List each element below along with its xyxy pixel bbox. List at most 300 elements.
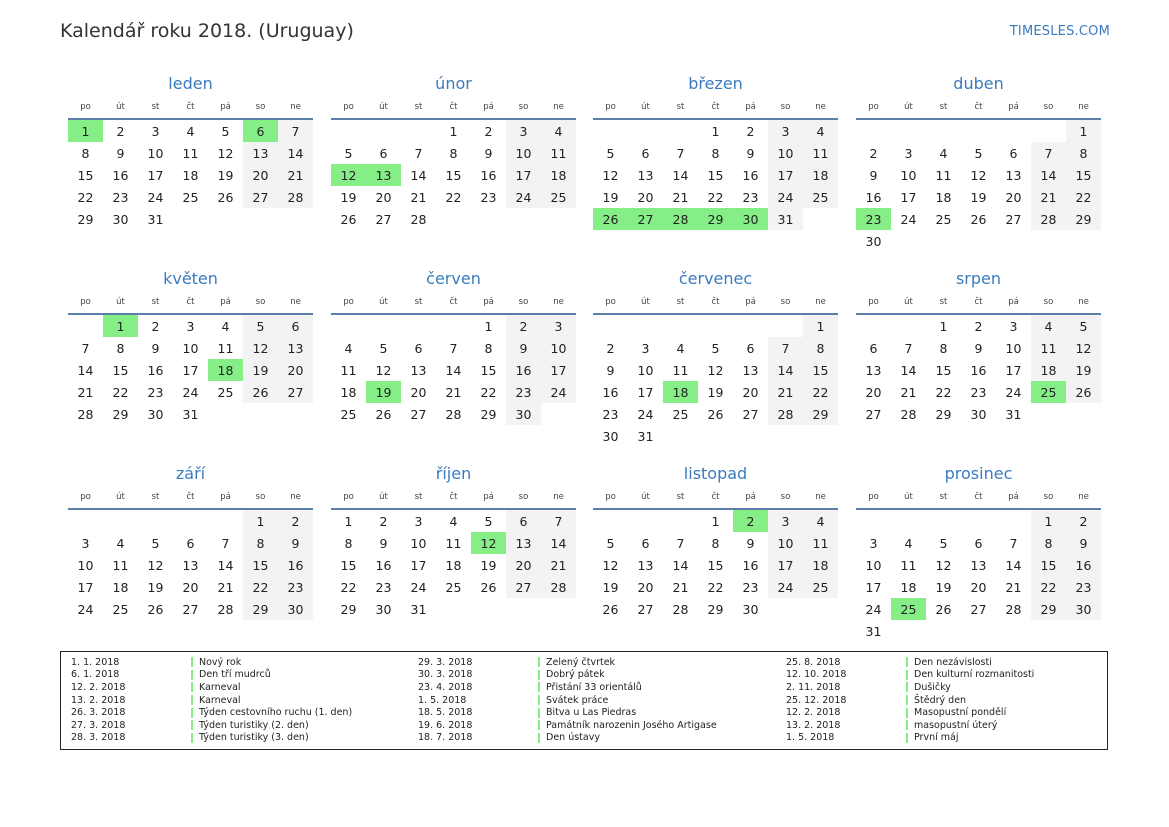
day-cell: 19 — [217, 167, 234, 183]
day-cell: 23 — [375, 579, 392, 595]
day-cell: 10 — [900, 167, 917, 183]
day-cell: 25 — [672, 406, 689, 422]
weekday-label: so — [1043, 102, 1054, 112]
day-cell: 30 — [112, 211, 129, 227]
day-cell: 4 — [116, 535, 125, 551]
day-cell: 21 — [768, 381, 803, 403]
day-cell: 22 — [707, 579, 724, 595]
legend-holiday-name: Štědrý den — [914, 694, 967, 706]
day-cell: 24 — [182, 384, 199, 400]
weekday-label: st — [676, 297, 685, 307]
day-cell: 6 — [379, 145, 388, 161]
day-cell: 11 — [112, 557, 129, 573]
month-block — [68, 268, 313, 425]
day-cell: 20 — [278, 359, 313, 381]
day-grid — [856, 315, 1101, 425]
day-cell: 10 — [147, 145, 164, 161]
day-cell: 30 — [1066, 598, 1101, 620]
legend-row — [71, 694, 352, 707]
day-cell: 24 — [865, 601, 882, 617]
day-cell: 12 — [217, 145, 234, 161]
month-block — [68, 73, 313, 230]
day-cell: 21 — [900, 384, 917, 400]
day-cell: 5 — [974, 145, 983, 161]
legend-row — [71, 681, 352, 694]
day-grid — [856, 510, 1101, 642]
weekday-label: čt — [974, 297, 983, 307]
weekday-label: ne — [815, 102, 826, 112]
day-cell: 19 — [935, 579, 952, 595]
day-cell: 12 — [602, 167, 619, 183]
day-cell: 29 — [1031, 598, 1066, 620]
day-cell: 15 — [1066, 164, 1101, 186]
weekday-label: ne — [553, 297, 564, 307]
legend-marker — [538, 682, 540, 692]
brand-link[interactable]: TIMESLES.COM — [1009, 24, 1110, 39]
weekday-label: čt — [711, 297, 720, 307]
day-cell: 7 — [768, 337, 803, 359]
weekday-label: út — [116, 297, 125, 307]
day-cell: 16 — [602, 384, 619, 400]
day-cell: 18 — [182, 167, 199, 183]
day-cell: 7 — [449, 340, 458, 356]
day-cell: 29 — [803, 403, 838, 425]
day-cell: 24 — [768, 186, 803, 208]
day-cell: 8 — [939, 340, 948, 356]
day-cell: 13 — [410, 362, 427, 378]
day-cell: 2 — [116, 123, 125, 139]
month-block — [331, 463, 576, 620]
legend-date: 6. 1. 2018 — [71, 669, 120, 681]
weekday-label: út — [379, 297, 388, 307]
weekday-label: po — [868, 102, 879, 112]
day-cell: 4 — [1031, 315, 1066, 337]
day-cell: 18 — [445, 557, 462, 573]
day-cell: 20 — [970, 579, 987, 595]
month-block — [856, 73, 1101, 252]
day-cell: 26 — [970, 211, 987, 227]
day-cell: 18 — [112, 579, 129, 595]
day-cell: 17 — [768, 164, 803, 186]
day-cell: 5 — [606, 145, 615, 161]
day-cell: 19 — [970, 189, 987, 205]
day-cell: 19 — [602, 579, 619, 595]
legend-marker — [191, 695, 193, 705]
weekday-header — [68, 486, 313, 510]
legend-date: 13. 2. 2018 — [786, 719, 841, 731]
holiday-day: 23 — [856, 208, 891, 230]
day-cell: 22 — [445, 189, 462, 205]
weekday-label: ne — [1078, 297, 1089, 307]
weekday-label: so — [780, 102, 791, 112]
day-cell: 14 — [1031, 164, 1066, 186]
day-cell: 3 — [904, 145, 913, 161]
weekday-label: st — [151, 297, 160, 307]
legend-holiday-name: Den kulturní rozmanitosti — [914, 669, 1035, 681]
day-cell: 26 — [147, 601, 164, 617]
day-cell: 9 — [746, 535, 755, 551]
day-cell: 14 — [445, 362, 462, 378]
page-title: Kalendář roku 2018. (Uruguay) — [60, 20, 354, 42]
legend-date: 29. 3. 2018 — [418, 656, 473, 668]
day-cell: 15 — [707, 167, 724, 183]
holiday-day: 19 — [366, 381, 401, 403]
day-cell: 28 — [217, 601, 234, 617]
day-cell: 8 — [344, 535, 353, 551]
day-cell: 18 — [935, 189, 952, 205]
legend-marker — [191, 682, 193, 692]
day-cell: 23 — [1066, 576, 1101, 598]
legend-date: 1. 5. 2018 — [786, 732, 835, 744]
day-cell: 2 — [151, 318, 160, 334]
day-cell: 9 — [1066, 532, 1101, 554]
legend-date: 12. 2. 2018 — [786, 707, 841, 719]
day-cell: 31 — [182, 406, 199, 422]
legend-marker — [538, 695, 540, 705]
legend-holiday-name: Bitva u Las Piedras — [546, 707, 637, 719]
day-cell: 7 — [414, 145, 423, 161]
day-cell: 17 — [182, 362, 199, 378]
legend-row — [418, 681, 717, 694]
day-cell: 9 — [506, 337, 541, 359]
legend-date: 30. 3. 2018 — [418, 669, 473, 681]
day-cell: 2 — [506, 315, 541, 337]
month-name: červen — [426, 269, 481, 288]
day-cell: 1 — [484, 318, 493, 334]
day-cell: 23 — [506, 381, 541, 403]
month-name: prosinec — [944, 464, 1013, 483]
weekday-header — [593, 291, 838, 315]
day-cell: 14 — [278, 142, 313, 164]
day-cell: 29 — [340, 601, 357, 617]
day-cell: 3 — [541, 315, 576, 337]
day-cell: 2 — [974, 318, 983, 334]
day-cell: 3 — [81, 535, 90, 551]
day-cell: 21 — [410, 189, 427, 205]
month-name: říjen — [435, 464, 472, 483]
day-cell: 2 — [484, 123, 493, 139]
day-cell: 10 — [541, 337, 576, 359]
holiday-day: 2 — [733, 510, 768, 532]
month-block — [856, 268, 1101, 425]
legend-holiday-name: Týden turistiky (2. den) — [199, 719, 309, 731]
weekday-header — [68, 291, 313, 315]
day-cell: 16 — [1066, 554, 1101, 576]
legend-date: 1. 5. 2018 — [418, 694, 467, 706]
day-cell: 14 — [1005, 557, 1022, 573]
legend-marker — [538, 733, 540, 743]
day-cell: 6 — [1009, 145, 1018, 161]
legend-row — [418, 706, 717, 719]
day-cell: 22 — [112, 384, 129, 400]
day-cell: 28 — [278, 186, 313, 208]
day-cell: 19 — [243, 359, 278, 381]
weekday-label: pá — [745, 297, 756, 307]
day-cell: 22 — [1031, 576, 1066, 598]
day-grid — [593, 120, 838, 230]
day-cell: 26 — [602, 601, 619, 617]
weekday-label: čt — [186, 102, 195, 112]
legend-column — [418, 656, 717, 744]
holiday-day: 1 — [68, 120, 103, 142]
weekday-label: so — [518, 492, 529, 502]
weekday-label: so — [1043, 492, 1054, 502]
day-cell: 6 — [641, 535, 650, 551]
day-cell: 1 — [939, 318, 948, 334]
day-cell: 2 — [278, 510, 313, 532]
day-cell: 28 — [541, 576, 576, 598]
day-cell: 4 — [541, 120, 576, 142]
day-cell: 15 — [112, 362, 129, 378]
weekday-label: čt — [711, 102, 720, 112]
day-cell: 3 — [414, 513, 423, 529]
day-cell: 21 — [672, 189, 689, 205]
day-cell: 23 — [112, 189, 129, 205]
day-cell: 28 — [768, 403, 803, 425]
weekday-label: út — [641, 297, 650, 307]
day-cell: 21 — [445, 384, 462, 400]
weekday-label: čt — [186, 297, 195, 307]
day-cell: 25 — [112, 601, 129, 617]
day-cell: 24 — [541, 381, 576, 403]
day-cell: 27 — [243, 186, 278, 208]
day-cell: 7 — [221, 535, 230, 551]
weekday-label: pá — [745, 102, 756, 112]
month-name: září — [175, 464, 206, 483]
day-cell: 8 — [711, 535, 720, 551]
weekday-label: st — [151, 492, 160, 502]
day-cell: 3 — [506, 120, 541, 142]
day-cell: 28 — [410, 211, 427, 227]
legend-row — [71, 706, 352, 719]
day-cell: 30 — [865, 233, 882, 249]
day-cell: 2 — [746, 123, 755, 139]
day-cell: 15 — [935, 362, 952, 378]
day-grid — [331, 315, 576, 425]
legend-marker — [538, 657, 540, 667]
legend-row — [786, 732, 1034, 745]
day-cell: 5 — [243, 315, 278, 337]
day-cell: 28 — [1005, 601, 1022, 617]
day-cell: 3 — [768, 510, 803, 532]
weekday-label: pá — [483, 297, 494, 307]
day-cell: 24 — [900, 211, 917, 227]
day-cell: 6 — [278, 315, 313, 337]
month-name: květen — [163, 269, 218, 288]
day-cell: 16 — [147, 362, 164, 378]
day-cell: 15 — [803, 359, 838, 381]
day-cell: 11 — [803, 142, 838, 164]
legend-holiday-name: Dušičky — [914, 681, 951, 693]
day-cell: 17 — [900, 189, 917, 205]
day-cell: 29 — [707, 601, 724, 617]
day-cell: 31 — [147, 211, 164, 227]
day-cell: 10 — [637, 362, 654, 378]
day-cell: 5 — [711, 340, 720, 356]
legend-holiday-name: Svátek práce — [546, 694, 609, 706]
legend-row — [786, 706, 1034, 719]
weekday-label: ne — [553, 492, 564, 502]
weekday-label: ne — [815, 297, 826, 307]
day-cell: 26 — [480, 579, 497, 595]
weekday-label: út — [379, 492, 388, 502]
holiday-day: 25 — [1031, 381, 1066, 403]
weekday-label: so — [1043, 297, 1054, 307]
day-cell: 21 — [1005, 579, 1022, 595]
weekday-label: so — [255, 102, 266, 112]
day-cell: 15 — [243, 554, 278, 576]
day-cell: 11 — [803, 532, 838, 554]
legend-marker — [538, 670, 540, 680]
day-cell: 12 — [243, 337, 278, 359]
weekday-label: po — [868, 492, 879, 502]
weekday-label: ne — [290, 492, 301, 502]
day-cell: 27 — [742, 406, 759, 422]
weekday-label: st — [414, 492, 423, 502]
day-cell: 29 — [77, 211, 94, 227]
day-cell: 5 — [606, 535, 615, 551]
legend-date: 27. 3. 2018 — [71, 719, 126, 731]
weekday-label: po — [343, 102, 354, 112]
weekday-label: so — [780, 297, 791, 307]
day-cell: 16 — [970, 362, 987, 378]
legend-marker — [538, 720, 540, 730]
legend-holiday-name: masopustní úterý — [914, 719, 998, 731]
weekday-label: pá — [1008, 492, 1019, 502]
day-cell: 20 — [410, 384, 427, 400]
day-cell: 24 — [410, 579, 427, 595]
day-cell: 22 — [1066, 186, 1101, 208]
legend-holiday-name: Den nezávislosti — [914, 656, 992, 668]
day-cell: 3 — [641, 340, 650, 356]
weekday-label: st — [151, 102, 160, 112]
weekday-label: pá — [1008, 102, 1019, 112]
day-cell: 8 — [1066, 142, 1101, 164]
day-cell: 18 — [541, 164, 576, 186]
day-cell: 2 — [606, 340, 615, 356]
weekday-header — [593, 486, 838, 510]
legend-marker — [191, 733, 193, 743]
weekday-label: so — [255, 492, 266, 502]
day-cell: 28 — [445, 406, 462, 422]
day-cell: 26 — [217, 189, 234, 205]
day-cell: 22 — [77, 189, 94, 205]
day-cell: 11 — [217, 340, 234, 356]
day-cell: 4 — [449, 513, 458, 529]
day-cell: 1 — [803, 315, 838, 337]
legend-row — [786, 681, 1034, 694]
month-name: červenec — [678, 269, 753, 288]
day-cell: 9 — [869, 167, 878, 183]
day-cell: 6 — [746, 340, 755, 356]
day-cell: 7 — [1031, 142, 1066, 164]
day-cell: 14 — [541, 532, 576, 554]
day-cell: 10 — [768, 532, 803, 554]
day-cell: 4 — [904, 535, 913, 551]
day-cell: 2 — [869, 145, 878, 161]
weekday-label: ne — [1078, 492, 1089, 502]
holiday-day: 18 — [663, 381, 698, 403]
day-cell: 27 — [182, 601, 199, 617]
weekday-label: so — [255, 297, 266, 307]
month-block — [593, 268, 838, 447]
weekday-label: pá — [220, 102, 231, 112]
day-cell: 18 — [803, 554, 838, 576]
day-cell: 27 — [410, 406, 427, 422]
legend-marker — [906, 682, 908, 692]
day-cell: 23 — [970, 384, 987, 400]
day-cell: 28 — [77, 406, 94, 422]
legend-holiday-name: Týden cestovního ruchu (1. den) — [199, 707, 353, 719]
day-cell: 23 — [278, 576, 313, 598]
weekday-header — [856, 96, 1101, 120]
weekday-label: po — [80, 102, 91, 112]
day-cell: 28 — [672, 601, 689, 617]
weekday-label: út — [116, 102, 125, 112]
day-cell: 4 — [803, 120, 838, 142]
weekday-label: po — [343, 297, 354, 307]
day-cell: 31 — [768, 208, 803, 230]
holiday-day: 29 — [698, 208, 733, 230]
day-cell: 26 — [1066, 381, 1101, 403]
day-cell: 13 — [865, 362, 882, 378]
day-cell: 23 — [147, 384, 164, 400]
weekday-label: čt — [974, 102, 983, 112]
day-cell: 3 — [768, 120, 803, 142]
month-block — [331, 73, 576, 230]
weekday-header — [331, 486, 576, 510]
day-cell: 13 — [1005, 167, 1022, 183]
day-cell: 9 — [379, 535, 388, 551]
day-cell: 5 — [221, 123, 230, 139]
weekday-header — [856, 486, 1101, 510]
day-cell: 7 — [904, 340, 913, 356]
day-grid — [593, 315, 838, 447]
legend-row — [418, 719, 717, 732]
weekday-label: st — [676, 492, 685, 502]
legend-holiday-name: První máj — [914, 732, 959, 744]
day-cell: 9 — [278, 532, 313, 554]
weekday-label: st — [939, 297, 948, 307]
day-cell: 23 — [480, 189, 497, 205]
day-cell: 21 — [1031, 186, 1066, 208]
day-cell: 13 — [243, 142, 278, 164]
day-cell: 17 — [147, 167, 164, 183]
day-cell: 8 — [803, 337, 838, 359]
day-cell: 4 — [221, 318, 230, 334]
month-name: duben — [953, 74, 1004, 93]
day-cell: 6 — [506, 510, 541, 532]
day-cell: 10 — [1005, 340, 1022, 356]
day-cell: 30 — [742, 601, 759, 617]
day-cell: 22 — [243, 576, 278, 598]
legend-row — [418, 656, 717, 669]
day-cell: 15 — [340, 557, 357, 573]
day-cell: 8 — [116, 340, 125, 356]
legend-marker — [906, 657, 908, 667]
day-cell: 12 — [935, 557, 952, 573]
day-cell: 3 — [1009, 318, 1018, 334]
day-cell: 19 — [340, 189, 357, 205]
day-cell: 18 — [1031, 359, 1066, 381]
month-block — [593, 73, 838, 230]
day-cell: 14 — [672, 557, 689, 573]
day-cell: 7 — [278, 120, 313, 142]
weekday-label: st — [414, 297, 423, 307]
day-cell: 22 — [803, 381, 838, 403]
day-cell: 27 — [1005, 211, 1022, 227]
weekday-label: pá — [745, 492, 756, 502]
